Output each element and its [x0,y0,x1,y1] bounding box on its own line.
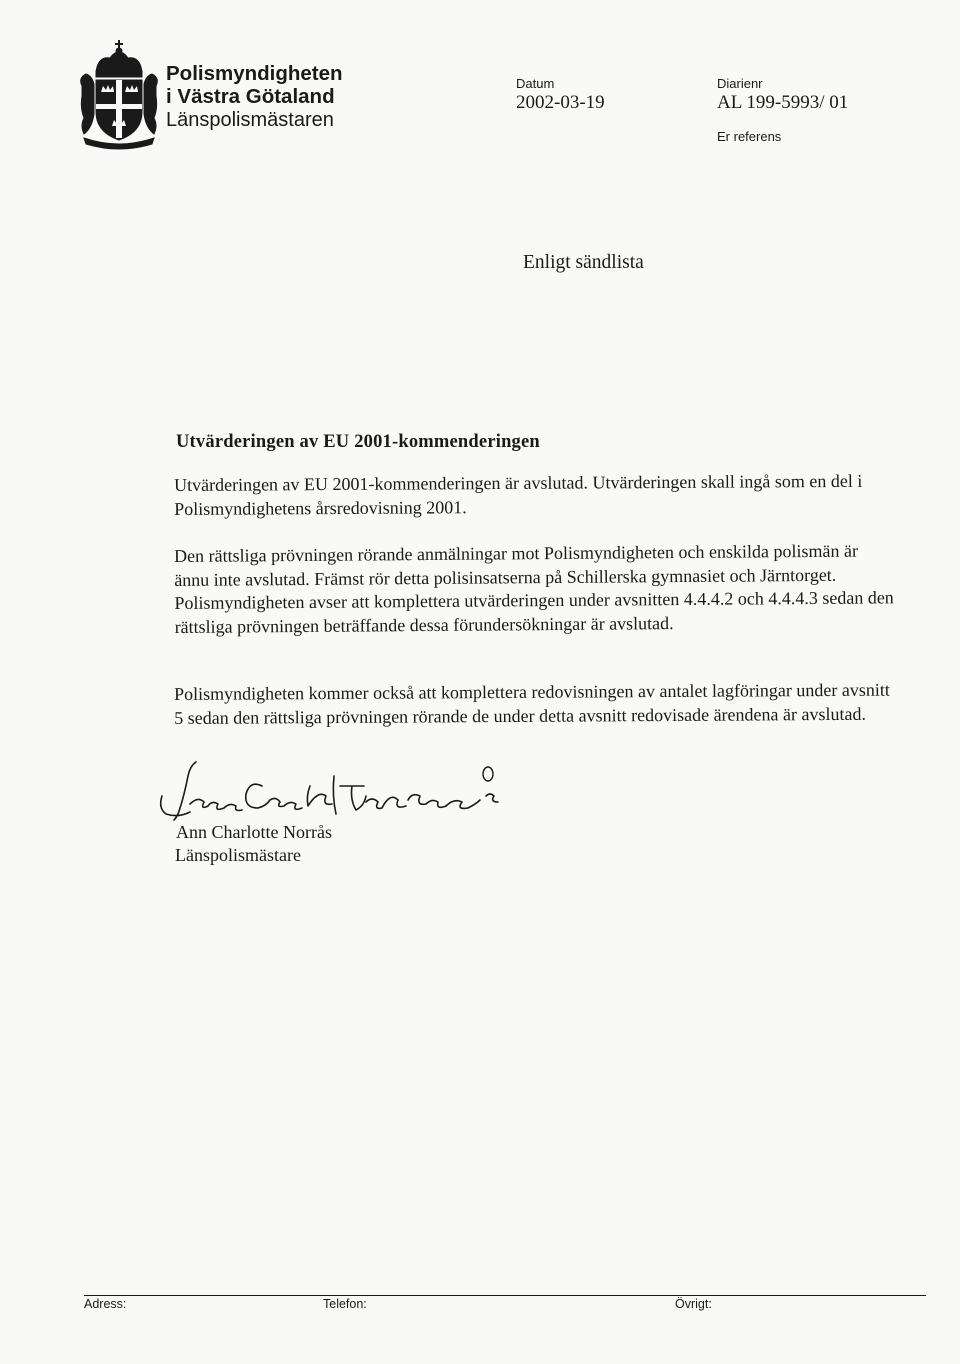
organization-region: i Västra Götaland [166,85,335,108]
body-paragraph: Den rättsliga prövningen rörande anmälningar mot Polismyndigheten och enskilda polismän är ännu inte avslutad. Främst rör detta polisinsatserna på Schillerska gymnasiet och Järntorget. Polismyndigheten avser att komplettera utvärderingen under avsnitten 4.4.4.2 och 4.4.4.3 sedan den rättsliga prövningen beträffande dessa förundersökningar är avslutad. [174,540,894,637]
coat-of-arms-crest-icon [76,38,162,150]
letter-subject: Utvärderingen av EU 2001-kommenderingen [176,432,540,452]
organization-name: Polismyndigheten [166,62,343,85]
date-label: Datum [516,76,555,91]
body-paragraph: Polismyndigheten kommer också att komplettera redovisningen av antalet lagföringar under avsnitt 5 sedan den rättsliga prövningen rörande de under detta avsnitt redovisade ärendena är avslutad. [174,679,890,728]
footer-phone-label: Telefon: [323,1297,367,1311]
diary-number-value: AL 199-5993/ 01 [717,92,849,113]
date-value: 2002-03-19 [516,92,605,113]
signer-name: Ann Charlotte Norrås [176,822,332,842]
recipient-line: Enligt sändlista [523,252,644,273]
footer-divider [84,1295,926,1296]
footer-address-label: Adress: [84,1297,127,1311]
diary-number-label: Diarienr [717,76,763,91]
body-paragraph: Utvärderingen av EU 2001-kommenderingen är avslutad. Utvärderingen skall ingå som en del i Polismyndighetens årsredovisning 2001. [174,470,863,519]
reference-label: Er referens [717,129,782,144]
signer-title: Länspolismästare [175,845,301,865]
organization-office: Länspolismästaren [166,109,334,131]
footer-other-label: Övrigt: [675,1297,712,1311]
